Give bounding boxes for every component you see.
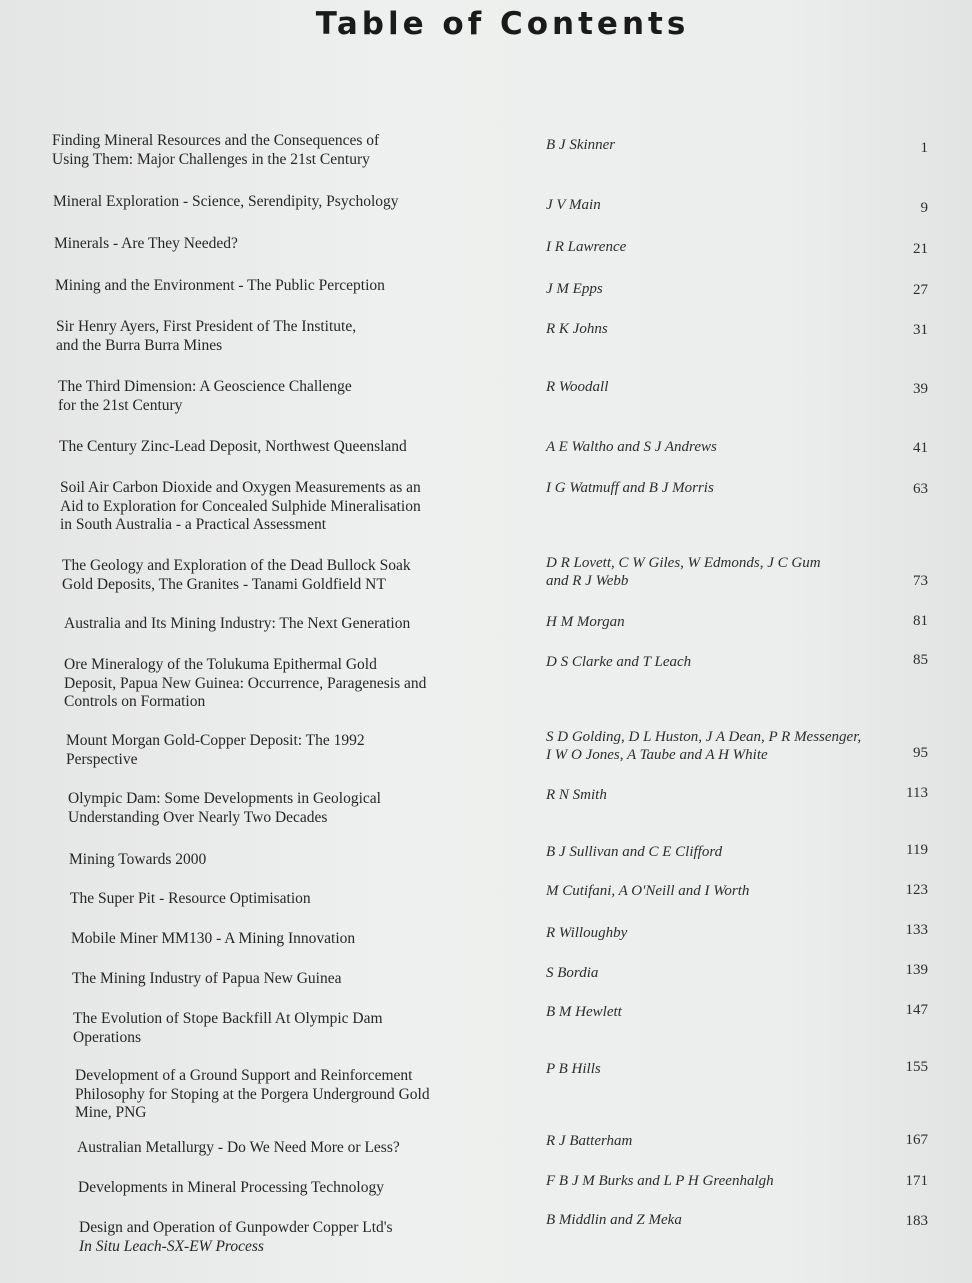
entry-title-line: In Situ Leach-SX-EW Process	[79, 1237, 264, 1255]
entry-author-line: R J Batterham	[546, 1133, 633, 1149]
entry-author-line: J V Main	[546, 197, 601, 213]
entry-author	[546, 1132, 896, 1150]
entry-title-line: Gold Deposits, The Granites - Tanami Goldfield NT	[62, 575, 386, 593]
entry-title-line: The Third Dimension: A Geoscience Challenge	[58, 378, 352, 395]
entry-author-line: I W O Jones, A Taube and A H White	[546, 747, 768, 763]
entry-author-line: F B J M Burks and L P H Greenhalgh	[546, 1173, 774, 1189]
entry-author-line: A E Waltho and S J Andrews	[546, 439, 717, 455]
entry-title-line: Finding Mineral Resources and the Consequences of	[52, 132, 380, 149]
entry-title-line: Ore Mineralogy of the Tolukuma Epithermal Gold	[64, 656, 377, 673]
entry-author-line: B M Hewlett	[546, 1004, 622, 1020]
entry-page-number: 31	[913, 322, 928, 338]
entry-author	[546, 843, 896, 861]
entry-title-line: Deposit, Papua New Guinea: Occurrence, Paragenesis and	[64, 674, 427, 692]
entry-page-number: 119	[906, 842, 928, 858]
entry-title-line: The Evolution of Stope Backfill At Olympic Dam	[73, 1010, 383, 1027]
entry-author-line: R K Johns	[546, 321, 608, 337]
entry-title	[62, 557, 462, 594]
entry-title-line: Mobile Miner MM130 - A Mining Innovation	[71, 930, 356, 947]
entry-title	[68, 790, 468, 827]
entry-title-line: for the 21st Century	[58, 396, 183, 414]
entry-page-number: 133	[905, 922, 928, 938]
entry-page-number: 123	[905, 882, 928, 898]
entry-author-line: S D Golding, D L Huston, J A Dean, P R Messenger,	[546, 729, 862, 745]
entry-author	[546, 924, 896, 942]
entry-title-line: The Century Zinc-Lead Deposit, Northwest Queensland	[59, 438, 407, 455]
entry-author	[546, 196, 896, 214]
entry-author-line: J M Epps	[546, 281, 603, 297]
entry-title	[79, 1219, 479, 1256]
entry-title	[56, 318, 456, 355]
entry-title-line: and the Burra Burra Mines	[56, 336, 223, 354]
entry-author	[546, 280, 896, 298]
entry-title-line: Controls on Formation	[64, 693, 206, 710]
entry-author-line: and R J Webb	[546, 573, 629, 589]
entry-title-line: Mount Morgan Gold-Copper Deposit: The 1992	[66, 732, 365, 749]
entry-title-line: in South Australia - a Practical Assessment	[60, 516, 327, 533]
entry-title	[58, 378, 458, 415]
entry-title	[64, 615, 464, 634]
entry-author	[546, 238, 896, 256]
entry-author	[546, 438, 896, 456]
entry-title	[73, 1010, 473, 1047]
entry-author	[546, 554, 896, 590]
entry-page-number: 85	[913, 652, 928, 668]
entry-title-line: Understanding Over Nearly Two Decades	[68, 808, 328, 826]
entry-author	[546, 882, 896, 900]
entry-title-line: The Mining Industry of Papua New Guinea	[72, 970, 342, 987]
entry-author	[546, 1172, 896, 1190]
entry-author-line: B Middlin and Z Meka	[546, 1212, 682, 1228]
entry-title-line: Mining and the Environment - The Public Perception	[55, 277, 385, 294]
entry-title	[59, 438, 459, 457]
entry-author-line: H M Morgan	[546, 614, 625, 630]
entry-author	[546, 728, 896, 764]
entry-author-line: P B Hills	[546, 1061, 601, 1077]
entry-title	[78, 1179, 478, 1198]
entry-author	[546, 653, 896, 671]
entry-title-line: Olympic Dam: Some Developments in Geological	[68, 790, 381, 807]
entry-title-line: The Geology and Exploration of the Dead Bullock Soak	[62, 557, 411, 574]
entry-page-number: 155	[905, 1059, 928, 1075]
entry-title	[71, 930, 471, 949]
entry-title-line: The Super Pit - Resource Optimisation	[70, 890, 311, 907]
entry-author	[546, 1003, 896, 1021]
entry-title	[72, 970, 472, 989]
entry-author	[546, 1211, 896, 1229]
entry-page-number: 39	[913, 381, 928, 397]
entry-author	[546, 613, 896, 631]
entry-page-number: 147	[905, 1002, 928, 1018]
entry-author	[546, 378, 896, 396]
entry-author	[546, 136, 896, 154]
entry-author	[546, 964, 896, 982]
entry-author-line: R Willoughby	[546, 925, 628, 941]
entry-title-line: Using Them: Major Challenges in the 21st Century	[52, 150, 370, 168]
entry-author-line: D S Clarke and T Leach	[546, 654, 692, 670]
entry-title	[77, 1139, 477, 1158]
entry-title	[52, 132, 452, 169]
entry-author-line: I G Watmuff and B J Morris	[546, 480, 714, 496]
entry-author-line: R Woodall	[546, 379, 609, 395]
entry-page-number: 1	[920, 140, 928, 156]
entry-title	[69, 851, 469, 870]
entry-title-line: Development of a Ground Support and Reinforcement	[75, 1067, 413, 1084]
entry-title-line: Mine, PNG	[75, 1104, 147, 1121]
entry-title	[53, 193, 453, 212]
entry-title-line: Australia and Its Mining Industry: The Next Generation	[64, 615, 411, 632]
entry-page-number: 21	[913, 241, 928, 257]
entry-title-line: Mineral Exploration - Science, Serendipity, Psychology	[53, 193, 399, 210]
entry-author-line: R N Smith	[546, 787, 607, 803]
entry-page-number: 167	[905, 1132, 928, 1148]
entry-author-line: D R Lovett, C W Giles, W Edmonds, J C Gum	[546, 555, 821, 571]
entry-title-line: Developments in Mineral Processing Technology	[78, 1179, 384, 1196]
entry-author	[546, 1060, 896, 1078]
entry-title	[75, 1067, 475, 1123]
entry-title	[60, 479, 460, 535]
entry-title-line: Philosophy for Stoping at the Porgera Underground Gold	[75, 1085, 430, 1103]
entry-page-number: 113	[906, 785, 928, 801]
entry-title-line: Mining Towards 2000	[69, 851, 207, 868]
entry-title-line: Operations	[73, 1028, 142, 1046]
entry-author-line: B J Sullivan and C E Clifford	[546, 844, 723, 860]
entry-page-number: 73	[913, 573, 928, 589]
entry-page-number: 27	[913, 282, 928, 298]
entry-author-line: I R Lawrence	[546, 239, 627, 255]
entry-title	[66, 732, 466, 769]
entry-author	[546, 320, 896, 338]
entry-title-line: Australian Metallurgy - Do We Need More or Less?	[77, 1139, 400, 1156]
entry-page-number: 41	[913, 440, 928, 456]
entry-page-number: 95	[913, 745, 928, 761]
entry-author	[546, 479, 896, 497]
entry-title-line: Design and Operation of Gunpowder Copper Ltd's	[79, 1219, 393, 1236]
entry-page-number: 9	[920, 200, 928, 216]
entry-title	[70, 890, 470, 909]
entry-page-number: 139	[905, 962, 928, 978]
entry-title-line: Minerals - Are They Needed?	[54, 235, 238, 252]
entry-title-line: Aid to Exploration for Concealed Sulphide Mineralisation	[60, 497, 421, 515]
entry-page-number: 183	[905, 1213, 928, 1229]
entry-page-number: 63	[913, 481, 928, 497]
entry-author-line: B J Skinner	[546, 137, 616, 153]
entry-title-line: Soil Air Carbon Dioxide and Oxygen Measurements as an	[60, 479, 421, 496]
entry-page-number: 171	[905, 1173, 928, 1189]
entry-page-number: 81	[913, 613, 928, 629]
entry-title	[55, 277, 455, 296]
entry-title	[54, 235, 454, 254]
entry-author	[546, 786, 896, 804]
page-title: Table of Contents	[315, 6, 690, 42]
entry-title-line: Sir Henry Ayers, First President of The Institute,	[56, 318, 357, 335]
entry-author-line: S Bordia	[546, 965, 599, 981]
entry-author-line: M Cutifani, A O'Neill and I Worth	[546, 883, 750, 899]
entry-title	[64, 656, 464, 712]
entry-title-line: Perspective	[66, 750, 138, 768]
